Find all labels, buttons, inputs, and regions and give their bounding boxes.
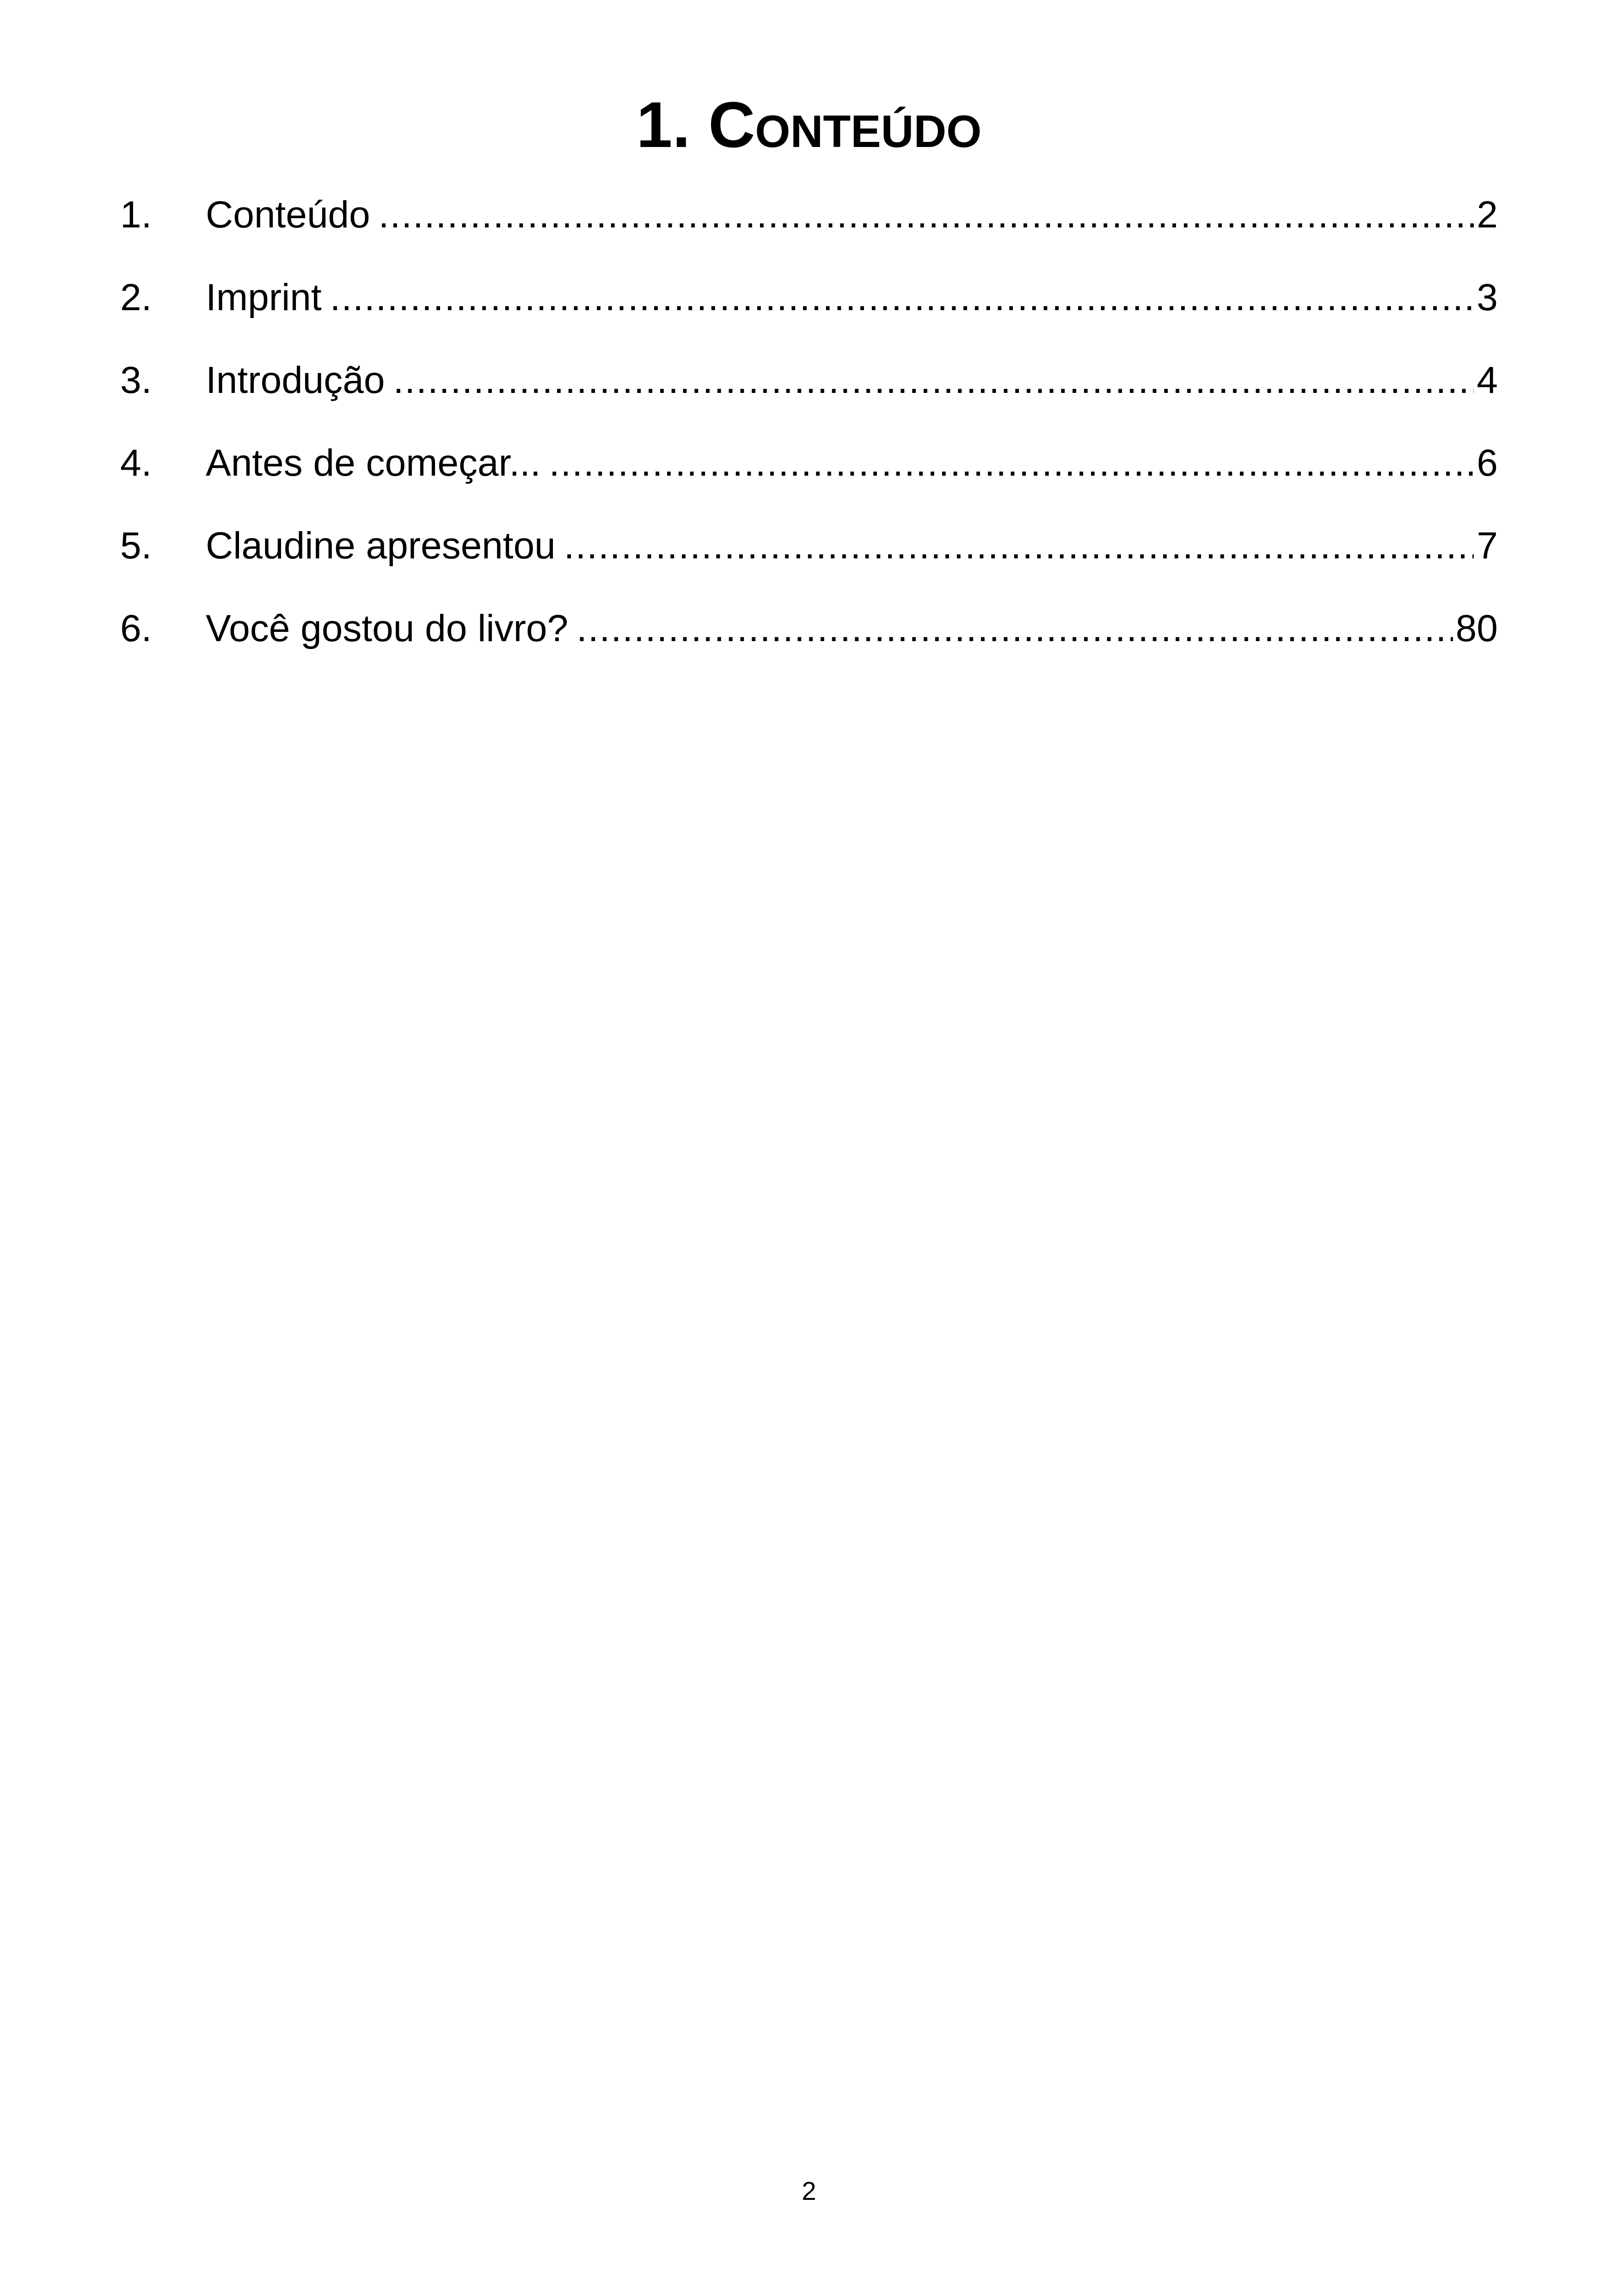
toc-entry-page: 7 <box>1477 525 1498 567</box>
toc-entry-number: 5. <box>120 525 152 567</box>
toc-entry-label: Você gostou do livro? <box>206 607 569 649</box>
toc-entry-conteudo[interactable] <box>120 183 1498 265</box>
toc-dot-leader <box>564 514 1474 578</box>
toc-entry-number: 1. <box>120 194 152 236</box>
page-number: 2 <box>802 2176 816 2205</box>
page-title-text: Conteúdo <box>708 88 982 161</box>
toc-entry-voce-gostou-do-livro[interactable] <box>120 596 1498 679</box>
table-of-contents <box>120 183 1498 679</box>
toc-entry-number: 2. <box>120 276 152 318</box>
page-title-number: 1. <box>636 88 691 161</box>
toc-dot-leader <box>393 348 1474 413</box>
toc-dot-leader <box>549 431 1474 496</box>
toc-dot-leader <box>330 265 1474 330</box>
toc-entry-page: 3 <box>1477 276 1498 318</box>
toc-entry-page: 2 <box>1477 194 1498 236</box>
toc-entry-label: Imprint <box>206 276 322 318</box>
page-title <box>0 81 1618 169</box>
toc-entry-number: 3. <box>120 359 152 401</box>
toc-entry-claudine-apresentou[interactable] <box>120 514 1498 596</box>
toc-dot-leader <box>576 596 1453 661</box>
toc-entry-label: Claudine apresentou <box>206 525 556 567</box>
toc-entry-label: Introdução <box>206 359 385 401</box>
toc-entry-label: Antes de começar... <box>206 442 541 484</box>
toc-entry-page: 4 <box>1477 359 1498 401</box>
toc-entry-number: 4. <box>120 442 152 484</box>
toc-entry-label: Conteúdo <box>206 194 370 236</box>
toc-entry-antes-de-comecar[interactable] <box>120 431 1498 514</box>
toc-entry-imprint[interactable] <box>120 265 1498 348</box>
toc-dot-leader <box>379 183 1474 247</box>
toc-entry-page: 80 <box>1455 607 1498 649</box>
toc-entry-introducao[interactable] <box>120 348 1498 431</box>
toc-entry-number: 6. <box>120 607 152 649</box>
toc-entry-page: 6 <box>1477 442 1498 484</box>
